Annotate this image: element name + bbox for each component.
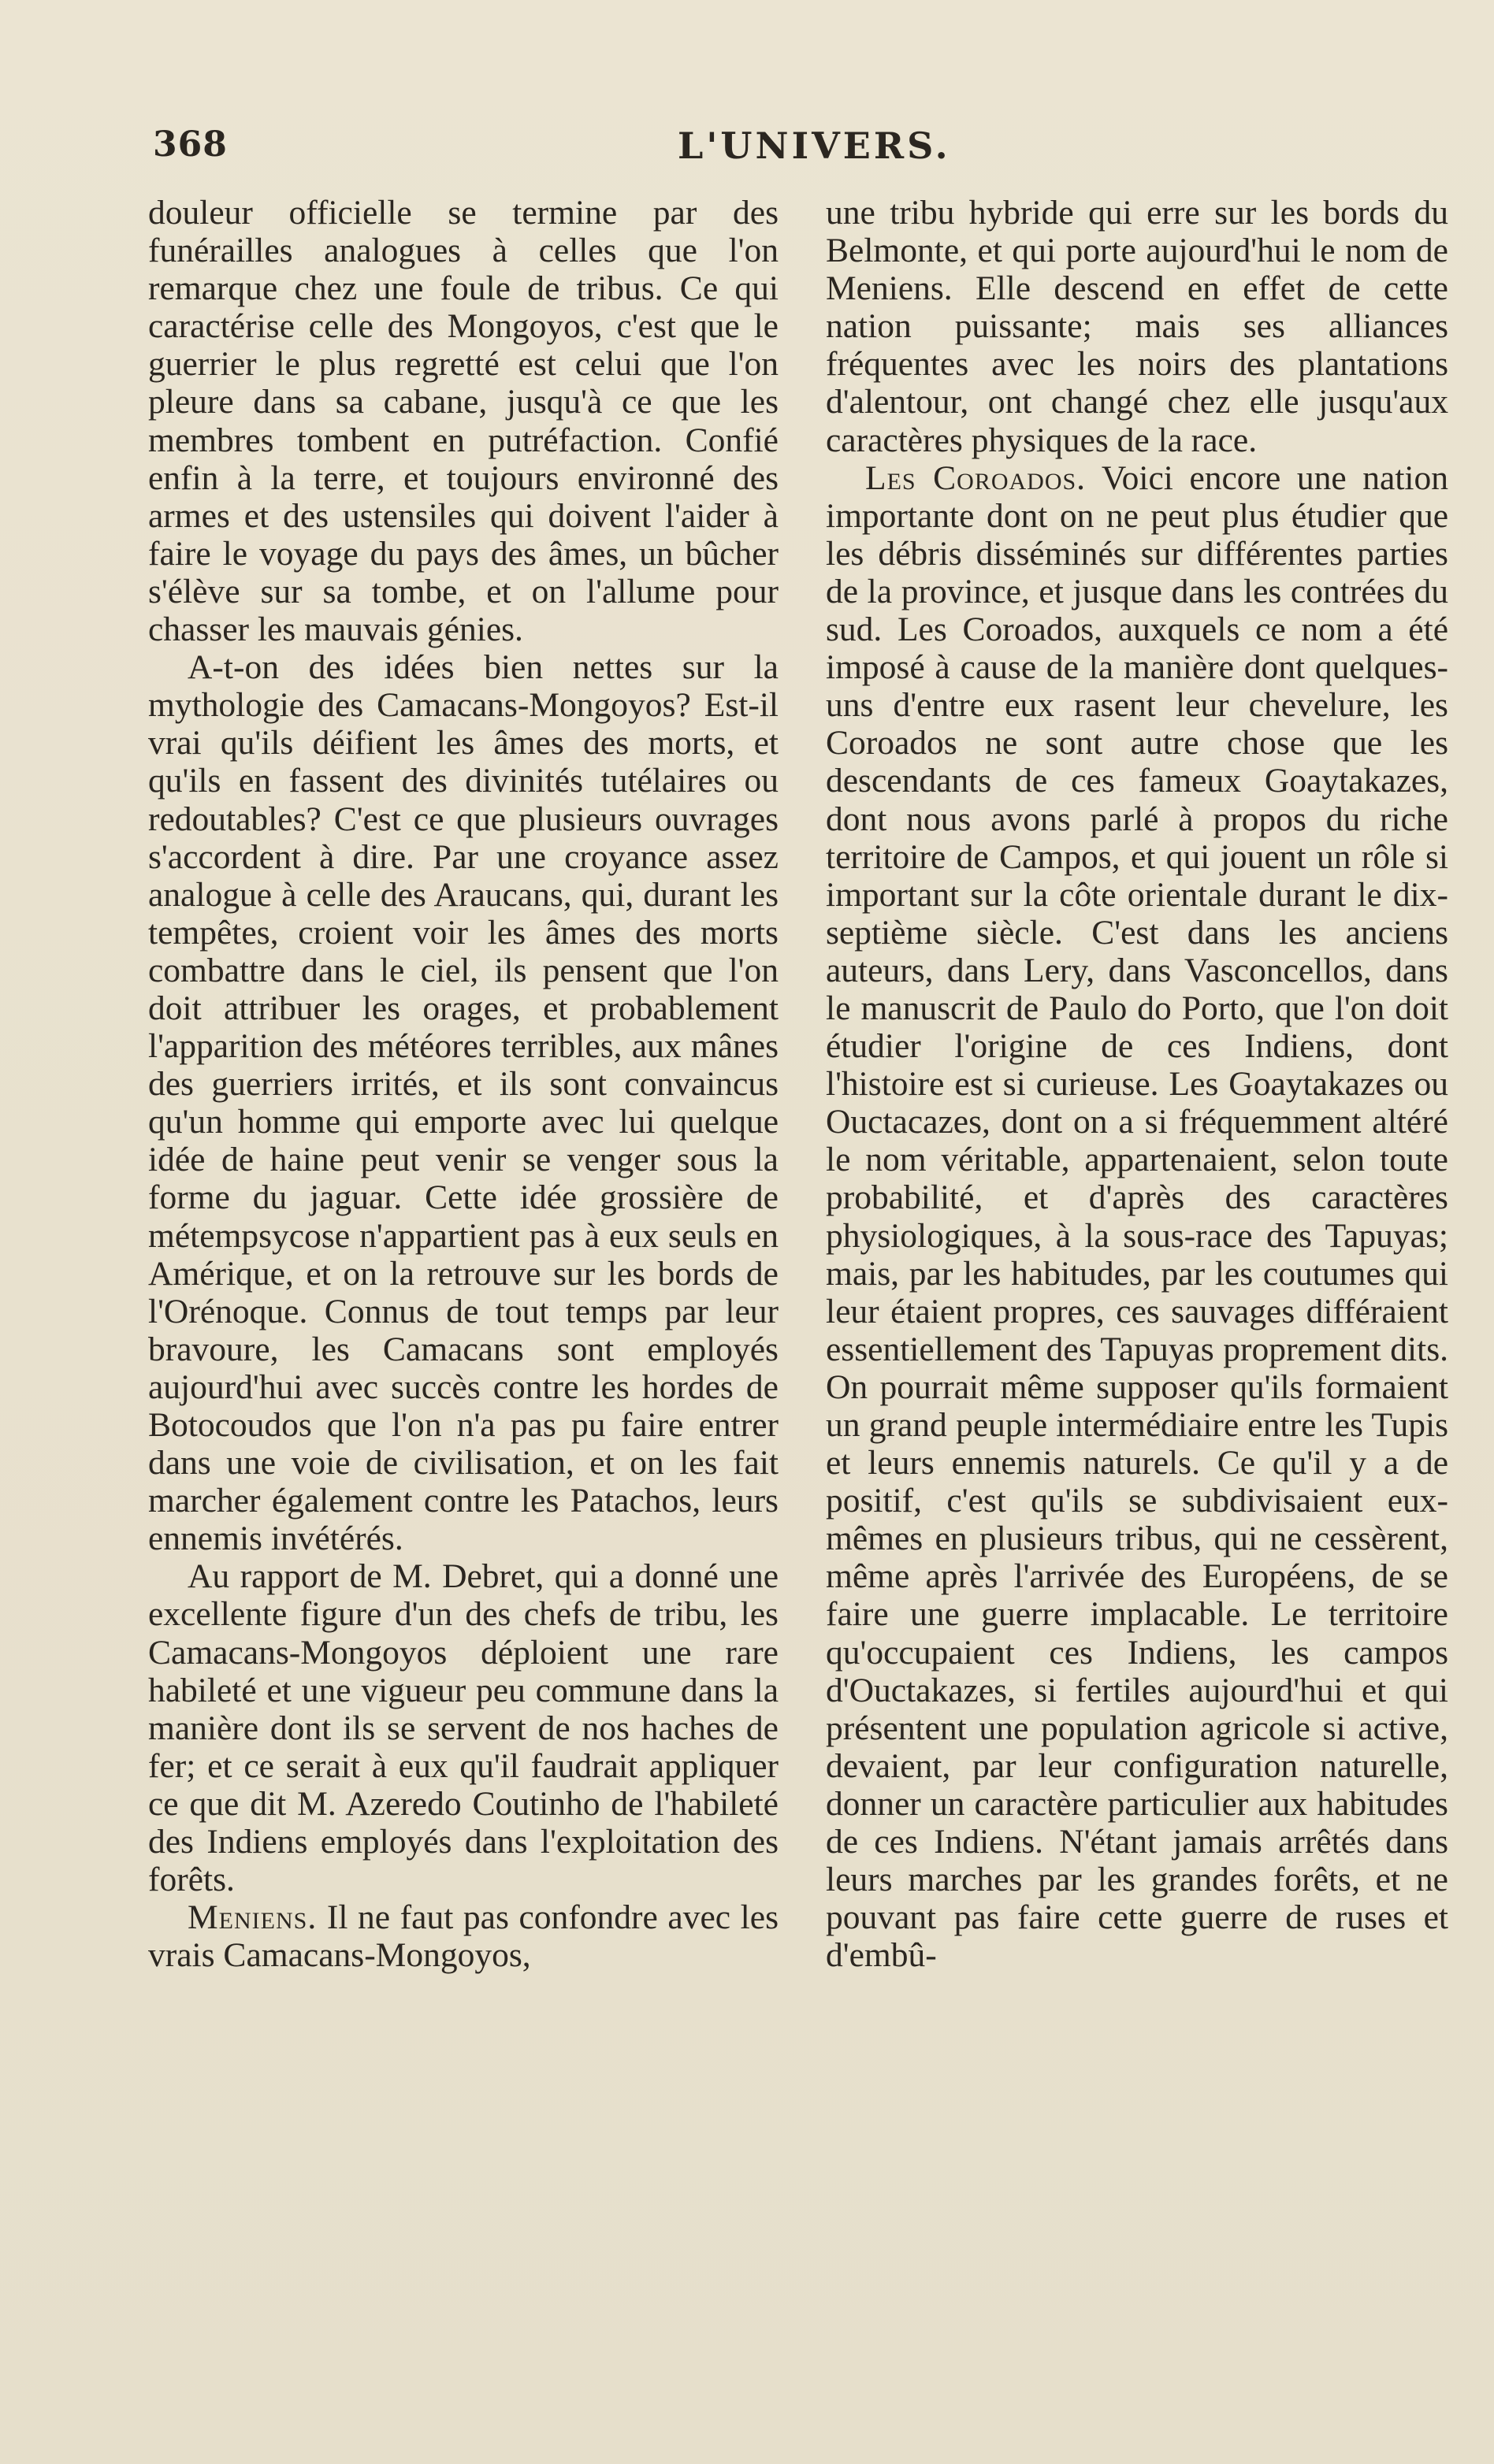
section-heading-coroados: Les Coroados. — [865, 458, 1087, 497]
right-column — [826, 194, 1448, 1974]
paragraph-coroados-text: Voici encore une nation importante dont on ne peut plus étudier que les débris disséminés sur différentes parties de la province, et jusque dans les contrées du sud. Les Coroados, auxquels ce nom a été imposé à cause de la manière dont quelques-uns d'entre eux rasent leur chevelure, les Coroados ne sont autre chose que les descendants de ces fameux Goaytakazes, dont nous avons parlé à propos du riche territoire de Campos, et qui jouent un rôle si important sur la côte orientale durant le dix-septième siècle. C'est dans les anciens auteurs, dans Lery, dans Vasconcellos, dans le manuscrit de Paulo do Porto, que l'on doit étudier l'origine de ces Indiens, dont l'histoire est si curieuse. Les Goaytakazes ou Ouctacazes, dont on a si fréquemment altéré le nom véritable, appartenaient, selon toute probabilité, et d'après des caractères physiologiques, à la sous-race des Tapuyas; mais, par les habitudes, par les coutumes qui leur étaient propres, ces sauvages différaient essentiellement des Tapuyas proprement dits. On pourrait même supposer qu'ils formaient un grand peuple intermédiaire entre les Tupis et leurs ennemis naturels. Ce qu'il y a de positif, c'est qu'ils se subdivisaient eux-mêmes en plusieurs tribus, qui ne cessèrent, même après l'arrivée des Européens, de se faire une guerre implacable. Le territoire qu'occupaient ces Indiens, les campos d'Ouctakazes, si fertiles aujourd'hui et qui présentent une population agricole si active, devaient, par leur configuration naturelle, donner un caractère particulier aux habitudes de ces Indiens. N'étant jamais arrêtés dans leurs marches par les grandes forêts, et ne pouvant pas faire cette guerre de ruses et d'embû- — [826, 458, 1449, 1975]
paragraph-debret: Au rapport de M. Debret, qui a donné une excellente figure d'un des chefs de tribu, les Camacans-Mongoyos déploient une rare habileté et une vigueur peu commune dans la manière dont ils se servent de nos haches de fer; et ce serait à eux qu'il faudrait appliquer ce que dit M. Azeredo Coutinho de l'habileté des Indiens employés dans l'exploitation des forêts. — [148, 1557, 779, 1899]
paragraph-meniens-text: Il ne faut pas confondre avec les vrais Camacans-Mongoyos, — [148, 1898, 779, 1975]
paragraph-hybrid-tribe: une tribu hybride qui erre sur les bords du Belmonte, et qui porte aujourd'hui le nom de Meniens. Elle descend en effet de cette nation puissante; mais ses alliances fréquentes avec les noirs des plantations d'alentour, ont changé chez elle jusqu'aux caractères physiques de la race. — [826, 194, 1448, 459]
paragraph-mythology: A-t-on des idées bien nettes sur la mythologie des Camacans-Mongoyos? Est-il vrai qu'ils déifient les âmes des morts, et qu'ils en fassent des divinités tutélaires ou redoutables? C'est ce que plusieurs ouvrages s'accordent à dire. Par une croyance assez analogue à celle des Araucans, qui, durant les tempêtes, croient voir les âmes des morts combattre dans le ciel, ils pensent que l'on doit attribuer les orages, et probablement l'apparition des météores terribles, aux mânes des guerriers irrités, et ils sont convaincus qu'un homme qui emporte avec lui quelque idée de haine peut venir se venger sous la forme du jaguar. Cette idée grossière de métempsycose n'appartient pas à eux seuls en Amérique, et on la retrouve sur les bords de l'Orénoque. Connus de tout temps par leur bravoure, les Camacans sont employés aujourd'hui avec succès contre les hordes de Botocoudos que l'on n'a pas pu faire entrer dans une voie de civilisation, et on les fait marcher également contre les Patachos, leurs ennemis invétérés. — [148, 648, 779, 1558]
section-heading-meniens: Meniens. — [188, 1898, 318, 1937]
paragraph-funerals: douleur officielle se termine par des funérailles analogues à celles que l'on remarque chez une foule de tribus. Ce qui caractérise celle des Mongoyos, c'est que le guerrier le plus regretté est celui que l'on pleure dans sa cabane, jusqu'à ce que les membres tombent en putréfaction. Confié enfin à la terre, et toujours environné des armes et des ustensiles qui doivent l'aider à faire le voyage du pays des âmes, un bûcher s'élève sur sa tombe, et on l'allume pour chasser les mauvais génies. — [148, 194, 779, 649]
left-column — [148, 194, 779, 1974]
paragraph-coroados — [826, 459, 1448, 1975]
running-head — [142, 124, 1450, 175]
running-title: L'UNIVERS. — [678, 124, 951, 167]
page-number: 368 — [153, 124, 228, 165]
paragraph-meniens — [148, 1898, 779, 1974]
